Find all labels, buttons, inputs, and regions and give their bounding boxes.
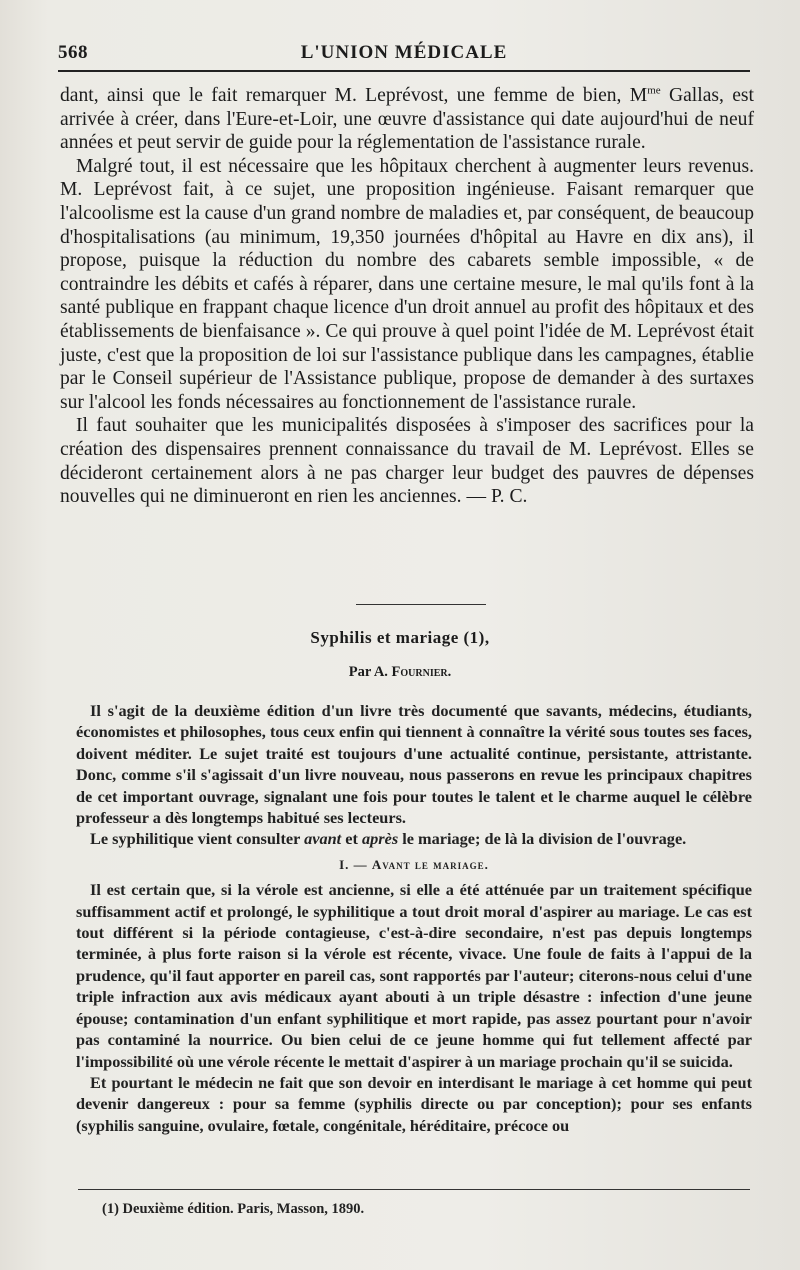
review-paragraph-2 xyxy=(76,828,752,849)
emphasis-avant: avant xyxy=(304,829,342,849)
section-title: Avant le mariage. xyxy=(371,856,489,872)
author-name: Fournier. xyxy=(391,664,452,680)
section-heading xyxy=(76,854,752,875)
header-rule xyxy=(58,70,750,72)
intro-text xyxy=(60,84,754,509)
intro-paragraph-1-text: dant, ainsi que le fait remarquer M. Leprévost, une femme de bien, M xyxy=(60,85,648,106)
review-paragraph-2-c: le mariage; de là la division de l'ouvrage. xyxy=(398,829,687,849)
review-paragraph-1: Il s'agit de la deuxième édition d'un livre très documenté que savants, médecins, étudiants, économistes et philosophes, tous ceux enfin qui tiennent à connaître la vérité sous toutes ses faces, doivent méditer. Le sujet traité est toujours d'une actualité continue, persistante, attristante. Donc, comme s'il s'agissait d'un livre nouveau, nous passerons en revue les principaux chapitres de cet important ouvrage, signalant une fois pour toutes le talent et le charme auquel le célèbre professeur a dès longtemps habitué ses lecteurs. xyxy=(76,701,752,828)
review-paragraph-2-a: Le syphilitique vient consulter xyxy=(90,829,305,849)
page-number: 568 xyxy=(58,42,88,63)
section-rule xyxy=(356,604,486,605)
section-number: I. — xyxy=(339,856,372,872)
footnote: (1) Deuxième édition. Paris, Masson, 1890. xyxy=(102,1201,365,1217)
review-paragraph-2-b: et xyxy=(341,829,362,849)
article-title: Syphilis et mariage (1), xyxy=(310,628,490,647)
intro-paragraph-1-rest: Gallas, est arrivée à créer, dans l'Eure-et-Loir, une œuvre d'assistance qui date aujourd'hui de neuf années et peut servir de guide pour la réglementation de l'assistance rurale. xyxy=(60,85,754,154)
article-author xyxy=(0,664,800,681)
running-title: L'UNION MÉDICALE xyxy=(300,42,508,63)
author-prefix: Par A. xyxy=(348,664,392,680)
page-header xyxy=(58,40,750,66)
review-paragraph-3: Il est certain que, si la vérole est ancienne, si elle a été atténuée par un traitement spécifique suffisamment actif et prolongé, le syphilitique a tout droit moral d'aspirer au mariage. Le cas est tout différent si la période contagieuse, c'est-à-dire secondaire, n'est pas depuis longtemps terminée, à plus forte raison si la vérole est récente, vivace. Une foule de faits à l'appui de la prudence, qu'il faut apporter en pareil cas, sont rapportés par l'auteur; citerons-nous celui d'une triple infraction aux avis médicaux ayant abouti à un triple désastre : infection d'une jeune épouse; contamination d'un enfant syphilitique et mort rapide, pas assez pourtant pour n'avoir pas contaminé la nourrice. Ou bien celui de ce jeune homme qui fut tellement affecté par l'impossibilité où une vérole récente le mettait d'aspirer à un mariage prochain qu'il se suicida. xyxy=(76,880,752,1071)
intro-paragraph-2: Malgré tout, il est nécessaire que les hôpitaux cherchent à augmenter leurs revenus. M. Leprévost fait, à ce sujet, une proposition ingénieuse. Faisant remarquer que l'alcoolisme est la cause d'un grand nombre de maladies et, par conséquent, de beaucoup d'hospitalisations (au minimum, 19,350 journées d'hôpital au Havre en dix ans), il propose, puisque la réduction du nombre des cabarets semble impossible, « de contraindre les débits et cafés à réparer, dans une certaine mesure, le mal qu'ils font à la santé publique en frappant chaque licence d'un droit annuel au profit des hôpitaux et des établissements de bienfaisance ». Ce qui prouve à quel point l'idée de M. Leprévost était juste, c'est que la proposition de loi sur l'assistance publique dans les campagnes, établie par le Conseil supérieur de l'Assistance publique, propose de demander à des surtaxes sur l'alcool les fonds nécessaires au fonctionnement de l'assistance rurale. xyxy=(60,155,754,413)
emphasis-apres: après xyxy=(361,829,399,849)
superscript: me xyxy=(647,84,661,97)
review-paragraph-4: Et pourtant le médecin ne fait que son devoir en interdisant le mariage à cet homme qui peut devenir dangereux : pour sa femme (syphilis directe ou par conception); pour ses enfants (syphilis sanguine, ovulaire, fœtale, congénitale, héréditaire, précoce ou xyxy=(76,1072,752,1135)
footnote-rule xyxy=(78,1189,750,1190)
intro-paragraph-3: Il faut souhaiter que les municipalités disposées à s'imposer des sacrifices pour la création des dispensaires prennent connaissance du travail de M. Leprévost. Elles se décideront certainement alors à ne pas charger leur budget des pauvres de dépenses nouvelles qui ne diminueront en rien les anciennes. — P. C. xyxy=(60,415,754,508)
intro-paragraph-1 xyxy=(60,84,754,155)
review-text xyxy=(76,700,752,1136)
